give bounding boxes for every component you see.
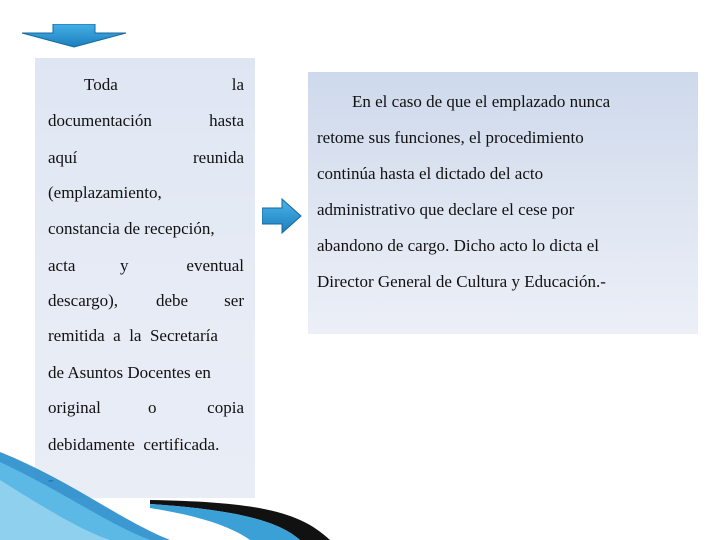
right-text-panel	[308, 72, 698, 334]
right-line: retome sus funciones, el procedimiento	[317, 128, 584, 147]
right-line: abandono de cargo. Dicho acto lo dicta el	[317, 236, 599, 255]
right-line: Director General de Cultura y Educación.-	[317, 272, 606, 291]
word: documentación	[48, 111, 152, 130]
word: remitida a la Secretaría	[48, 326, 218, 345]
word: eventual	[186, 256, 244, 275]
word: debidamente certificada.	[48, 435, 220, 454]
word: la	[231, 75, 244, 94]
word: Toda	[84, 75, 118, 94]
word: constancia de recepción,	[48, 219, 215, 238]
word: descargo),	[48, 291, 119, 310]
decorative-swoosh	[0, 440, 720, 540]
word: copia	[207, 398, 244, 417]
word: (emplazamiento,	[48, 183, 162, 202]
word: o	[148, 398, 157, 417]
word: acta	[48, 256, 76, 275]
word: hasta	[209, 111, 244, 130]
word: original	[48, 398, 101, 417]
word: y	[120, 256, 129, 275]
word: debe	[156, 291, 189, 310]
word: aquí	[48, 148, 78, 167]
right-line: administrativo que declare el cese por	[317, 200, 575, 219]
word: ser	[224, 291, 244, 310]
word: reunida	[193, 148, 244, 167]
right-line: continúa hasta el dictado del acto	[317, 164, 544, 183]
right-line: En el caso de que el emplazado nunca	[352, 92, 611, 111]
right-arrow-icon	[262, 198, 302, 234]
down-arrow-icon	[20, 24, 128, 48]
word: de Asuntos Docentes en	[48, 363, 211, 382]
left-text-panel	[35, 58, 255, 498]
